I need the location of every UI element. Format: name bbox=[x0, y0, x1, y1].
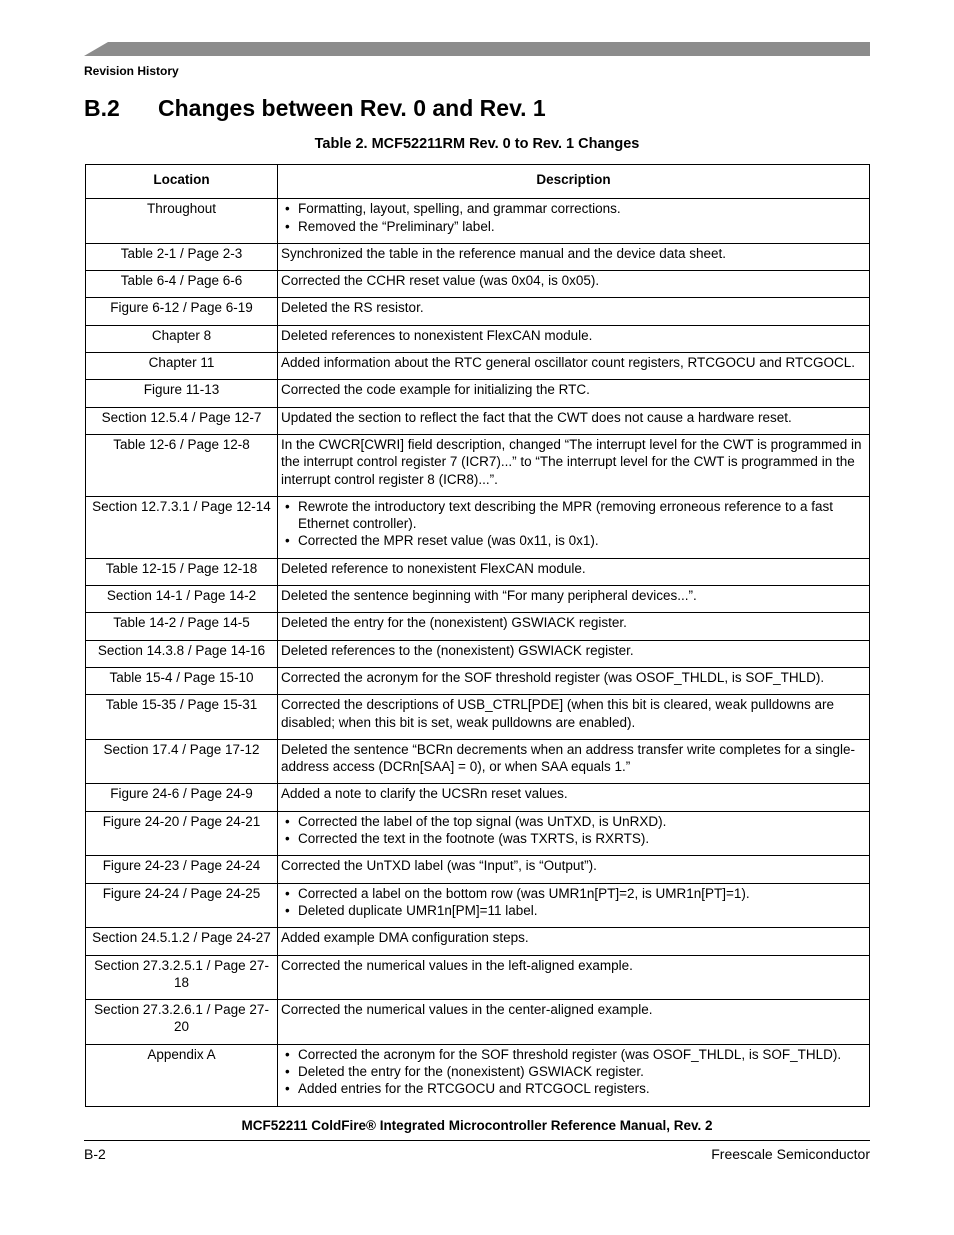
table-row bbox=[86, 640, 870, 667]
location-cell: Section 17.4 / Page 17-12 bbox=[86, 739, 278, 784]
bullet-item: • Removed the “Preliminary” label. bbox=[281, 218, 866, 235]
location-cell: Figure 24-24 / Page 24-25 bbox=[86, 883, 278, 928]
description-text: Deleted reference to nonexistent FlexCAN module. bbox=[281, 560, 586, 576]
bullet-item: • Formatting, layout, spelling, and grammar corrections. bbox=[281, 200, 866, 217]
description-cell bbox=[278, 434, 870, 496]
table-row bbox=[86, 955, 870, 1000]
location-cell: Table 12-15 / Page 12-18 bbox=[86, 558, 278, 585]
description-cell bbox=[278, 243, 870, 270]
table-row bbox=[86, 695, 870, 740]
table-row bbox=[86, 271, 870, 298]
location-cell: Table 2-1 / Page 2-3 bbox=[86, 243, 278, 270]
location-cell: Section 27.3.2.5.1 / Page 27-18 bbox=[86, 955, 278, 1000]
table-row bbox=[86, 1000, 870, 1045]
section-number: B.2 bbox=[84, 95, 120, 121]
table-row bbox=[86, 243, 870, 270]
description-text: Corrected the code example for initializing the RTC. bbox=[281, 382, 590, 398]
description-cell bbox=[278, 640, 870, 667]
table-row bbox=[86, 739, 870, 784]
bullet-item: • Corrected the MPR reset value (was 0x11, is 0x1). bbox=[281, 532, 866, 549]
table-caption: Table 2. MCF52211RM Rev. 0 to Rev. 1 Changes bbox=[314, 136, 640, 152]
table-header-row bbox=[86, 165, 870, 199]
header-bar bbox=[84, 42, 870, 56]
table-row bbox=[86, 353, 870, 380]
location-cell: Figure 24-20 / Page 24-21 bbox=[86, 811, 278, 856]
location-cell: Appendix A bbox=[86, 1044, 278, 1106]
description-text: Added a note to clarify the UCSRn reset values. bbox=[281, 786, 568, 802]
location-cell: Throughout bbox=[86, 199, 278, 244]
description-cell bbox=[278, 1000, 870, 1045]
bullet-item: • Deleted the entry for the (nonexistent) GSWIACK register. bbox=[281, 1063, 866, 1080]
table-row bbox=[86, 856, 870, 883]
table-row bbox=[86, 613, 870, 640]
location-cell: Table 15-35 / Page 15-31 bbox=[86, 695, 278, 740]
description-text: Synchronized the table in the reference manual and the device data sheet. bbox=[281, 245, 727, 261]
description-cell bbox=[278, 928, 870, 955]
table-row bbox=[86, 298, 870, 325]
location-cell: Section 12.7.3.1 / Page 12-14 bbox=[86, 496, 278, 558]
description-cell bbox=[278, 380, 870, 407]
location-cell: Table 6-4 / Page 6-6 bbox=[86, 271, 278, 298]
description-text: Deleted references to the (nonexistent) GSWIACK register. bbox=[281, 642, 634, 658]
description-cell bbox=[278, 695, 870, 740]
table-body bbox=[86, 199, 870, 1106]
bullet-item: • Corrected the label of the top signal (was UnTXD, is UnRXD). bbox=[281, 813, 866, 830]
description-cell bbox=[278, 613, 870, 640]
location-cell: Figure 24-23 / Page 24-24 bbox=[86, 856, 278, 883]
column-header-location: Location bbox=[86, 165, 278, 199]
location-cell: Table 15-4 / Page 15-10 bbox=[86, 667, 278, 694]
running-head: Revision History bbox=[84, 64, 179, 78]
description-text: Corrected the UnTXD label (was “Input”, is “Output”). bbox=[281, 858, 597, 874]
table-row bbox=[86, 784, 870, 811]
description-cell bbox=[278, 271, 870, 298]
table-row bbox=[86, 586, 870, 613]
description-cell bbox=[278, 1044, 870, 1106]
bullet-item: • Corrected the text in the footnote (was TXRTS, is RXRTS). bbox=[281, 830, 866, 847]
bullet-item: • Corrected the acronym for the SOF threshold register (was OSOF_THLDL, is SOF_THLD). bbox=[281, 1046, 866, 1063]
table-row bbox=[86, 380, 870, 407]
table-row bbox=[86, 407, 870, 434]
bullet-item: • Corrected a label on the bottom row (was UMR1n[PT]=2, is UMR1n[PT]=1). bbox=[281, 885, 866, 902]
description-text: Deleted the RS resistor. bbox=[281, 300, 424, 316]
description-text: Corrected the numerical values in the left-aligned example. bbox=[281, 957, 633, 973]
location-cell: Figure 11-13 bbox=[86, 380, 278, 407]
bullet-item: • Added entries for the RTCGOCU and RTCGOCL registers. bbox=[281, 1080, 866, 1097]
description-cell bbox=[278, 353, 870, 380]
description-text: In the CWCR[CWRI] field description, changed “The interrupt level for the CWT is programmed in the interrupt control register 7 (ICR7)...” to “The interrupt level for the CWT is programmed in the interrupt control register 8 (ICR8)...”. bbox=[281, 436, 862, 487]
description-cell bbox=[278, 883, 870, 928]
location-cell: Table 12-6 / Page 12-8 bbox=[86, 434, 278, 496]
location-cell: Section 24.5.1.2 / Page 24-27 bbox=[86, 928, 278, 955]
description-text: Corrected the numerical values in the center-aligned example. bbox=[281, 1002, 653, 1018]
description-cell bbox=[278, 407, 870, 434]
description-text: Corrected the acronym for the SOF threshold register (was OSOF_THLDL, is SOF_THLD). bbox=[281, 669, 825, 685]
location-cell: Section 14-1 / Page 14-2 bbox=[86, 586, 278, 613]
section-title: Changes between Rev. 0 and Rev. 1 bbox=[158, 95, 546, 121]
location-cell: Section 14.3.8 / Page 14-16 bbox=[86, 640, 278, 667]
footer-rule bbox=[84, 1140, 870, 1141]
location-cell: Figure 24-6 / Page 24-9 bbox=[86, 784, 278, 811]
location-cell: Section 27.3.2.6.1 / Page 27-20 bbox=[86, 1000, 278, 1045]
description-cell bbox=[278, 586, 870, 613]
description-text: Corrected the CCHR reset value (was 0x04, is 0x05). bbox=[281, 273, 600, 289]
section-heading bbox=[84, 95, 546, 122]
description-cell bbox=[278, 558, 870, 585]
bullet-item: • Rewrote the introductory text describing the MPR (removing erroneous reference to a fast Ethernet controller). bbox=[281, 498, 866, 533]
location-cell: Figure 6-12 / Page 6-19 bbox=[86, 298, 278, 325]
description-text: Deleted the sentence “BCRn decrements when an address transfer write completes for a single-address access (DCRn[SAA] = 0), or when SAA equals 1.” bbox=[281, 741, 856, 775]
description-text: Deleted the entry for the (nonexistent) GSWIACK register. bbox=[281, 615, 627, 631]
location-cell: Section 12.5.4 / Page 12-7 bbox=[86, 407, 278, 434]
table-row bbox=[86, 325, 870, 352]
description-text: Deleted references to nonexistent FlexCAN module. bbox=[281, 327, 593, 343]
column-header-description: Description bbox=[278, 165, 870, 199]
description-cell bbox=[278, 856, 870, 883]
description-cell bbox=[278, 496, 870, 558]
description-cell bbox=[278, 739, 870, 784]
page-number: B-2 bbox=[84, 1146, 106, 1162]
company-name: Freescale Semiconductor bbox=[711, 1146, 870, 1162]
bullet-item: • Deleted duplicate UMR1n[PM]=11 label. bbox=[281, 902, 866, 919]
table-row bbox=[86, 1044, 870, 1106]
description-cell bbox=[278, 298, 870, 325]
footer-document-title: MCF52211 ColdFire® Integrated Microcontroller Reference Manual, Rev. 2 bbox=[241, 1118, 713, 1133]
revision-table bbox=[85, 164, 870, 1107]
table-row bbox=[86, 434, 870, 496]
table-row bbox=[86, 883, 870, 928]
table-row bbox=[86, 496, 870, 558]
table-row bbox=[86, 199, 870, 244]
description-cell bbox=[278, 199, 870, 244]
description-text: Corrected the descriptions of USB_CTRL[PDE] (when this bit is cleared, weak pulldowns are disabled; when this bit is set, weak pulldowns are enabled). bbox=[281, 697, 834, 730]
description-text: Added information about the RTC general oscillator count registers, RTCGOCU and RTCGOCL. bbox=[281, 355, 856, 371]
location-cell: Chapter 11 bbox=[86, 353, 278, 380]
table-row bbox=[86, 667, 870, 694]
location-cell: Chapter 8 bbox=[86, 325, 278, 352]
description-cell bbox=[278, 955, 870, 1000]
description-cell bbox=[278, 811, 870, 856]
description-cell bbox=[278, 667, 870, 694]
description-text: Deleted the sentence beginning with “For many peripheral devices...”. bbox=[281, 588, 697, 604]
table-row bbox=[86, 928, 870, 955]
table-row bbox=[86, 811, 870, 856]
description-text: Updated the section to reflect the fact that the CWT does not cause a hardware reset. bbox=[281, 409, 792, 425]
description-text: Added example DMA configuration steps. bbox=[281, 930, 529, 946]
description-cell bbox=[278, 325, 870, 352]
description-cell bbox=[278, 784, 870, 811]
table-row bbox=[86, 558, 870, 585]
location-cell: Table 14-2 / Page 14-5 bbox=[86, 613, 278, 640]
